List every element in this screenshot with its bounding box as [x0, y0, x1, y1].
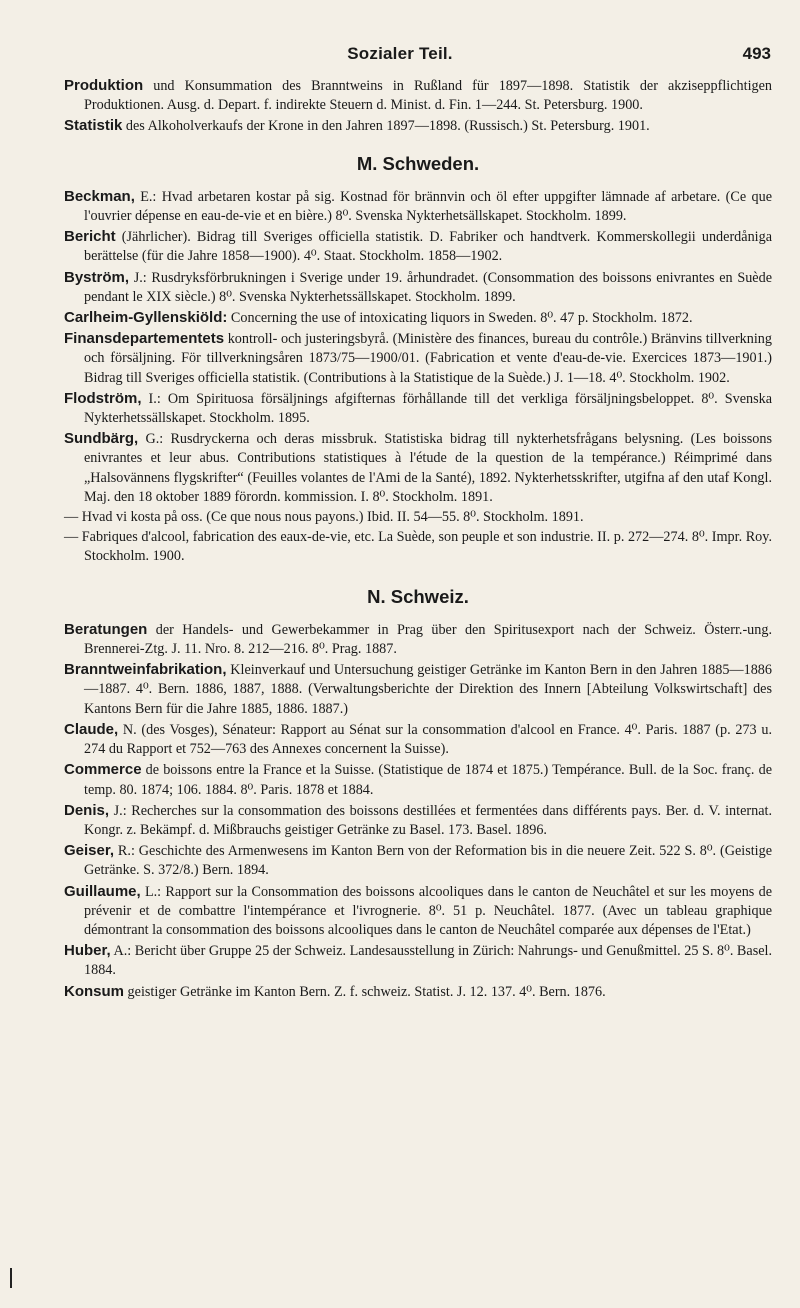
entry-keyword: Finansdepartementets — [64, 330, 225, 348]
entry-text: R.: Geschichte des Armenwesens im Kanton Bern von der Reformation bis in die neuere Zeit. 522 S. 8⁰. (Geistige Getränke. S. 372/8.) Bern. 1894. — [84, 843, 772, 879]
entry-keyword: Produktion — [64, 77, 144, 94]
entry-text: J.: Rusdryksförbrukningen i Sverige under 19. århundradet. (Consommation des boissons enivrantes en Suède pendant le XIX siècle.) 8⁰. Svenska Nykterhetssällskapet. Stockholm. 1899. — [84, 269, 772, 305]
entry-text: (Jährlicher). Bidrag till Sveriges officiella statistik. D. Fabriker och handtverk. Kommerskollegii underdåniga berättelse (für die Jahre 1858—1900). 4⁰. Staat. Stockholm. 1858—1902. — [84, 229, 772, 265]
bibliography-content — [64, 76, 772, 1003]
entry-keyword: Commerce — [64, 761, 142, 779]
bibliography-entry — [64, 268, 772, 307]
entry-text: Kleinverkauf und Untersuchung geistiger Getränke im Kanton Bern in den Jahren 1885—1886—1887. 4⁰. Bern. 1886, 1887, 1888. (Verwaltungsberichte der Direktion des Innern [Abteilung Volkswirtschaft] des Kantons Bern für die Jahre 1885, 1886. 1887.) — [84, 662, 772, 717]
entry-keyword: Sundbärg, — [64, 430, 139, 448]
bibliography-entry — [64, 116, 772, 136]
section-heading-schweiz: N. Schweiz. — [367, 585, 469, 607]
bibliography-entry — [64, 882, 772, 941]
section-heading-schweden: M. Schweden. — [356, 152, 480, 174]
bibliography-entry — [64, 620, 772, 659]
entry-text: J.: Recherches sur la consommation des boissons destillées et fermentées dans différents pays. Ber. d. V. internat. Kongr. z. Bekämpf. d. Mißbrauchs geistiger Getränke zu Basel. 173. Basel. 1896. — [84, 802, 772, 838]
bibliography-entry — [64, 389, 772, 428]
bibliography-entry — [64, 801, 772, 840]
running-title: Sozialer Teil. — [347, 44, 453, 63]
bibliography-entry — [64, 841, 772, 880]
entry-keyword: Byström, — [64, 268, 130, 286]
entry-text: der Handels- und Gewerbekammer in Prag über den Spiritusexport nach der Schweiz. Österr.-ung. Brennerei-Ztg. J. 11. Nro. 8. 212—216. 8⁰. Prag. 1887. — [84, 621, 772, 658]
bibliography-entry — [64, 941, 772, 980]
bibliography-entry — [64, 982, 772, 1002]
bibliography-entry — [64, 660, 772, 719]
running-head — [0, 44, 800, 68]
entry-keyword: Carlheim-Gyllenskiöld: — [64, 309, 228, 327]
entry-text: I.: Om Spirituosa försäljnings afgifternas förhållande till det verkliga försäljningsbeloppet. 8⁰. Svenska Nykterhetssällskapet. Stockholm. 1895. — [84, 390, 772, 427]
bibliography-entry — [64, 720, 772, 759]
entry-text: kontroll- och justeringsbyrå. (Ministère des finances, bureau du contrôle.) Bränvins tillverkning och försäljning. För tillverkningsåren 1873/75—1900/01. (Fabrication et vente d'eau-de-vie. Exercices 1873—1901.) Bidrag till Sveriges officiella statistik. (Contributions à la Statistique de la Suède.) J. 1—18. 4⁰. Stockholm. 1902. — [84, 331, 772, 386]
entry-keyword: Guillaume, — [64, 882, 141, 900]
bibliography-subentry — [64, 508, 772, 527]
bibliography-entry — [64, 227, 772, 266]
bibliography-entry — [64, 760, 772, 799]
entry-text: geistiger Getränke im Kanton Bern. Z. f. schweiz. Statist. J. 12. 137. 4⁰. Bern. 1876. — [124, 983, 606, 1000]
bibliography-entry — [64, 329, 772, 388]
entry-text: Concerning the use of intoxicating liquors in Sweden. 8⁰. 47 p. Stockholm. 1872. — [227, 310, 693, 327]
margin-mark — [10, 1268, 12, 1288]
entry-keyword: Beckman, — [64, 187, 135, 205]
entry-keyword: Branntweinfabrikation, — [64, 661, 227, 679]
entry-text: — Hvad vi kosta på oss. (Ce que nous nous payons.) Ibid. II. 54—55. 8⁰. Stockholm. 1891. — [64, 509, 584, 526]
entry-keyword: Claude, — [64, 720, 119, 738]
entry-text: — Fabriques d'alcool, fabrication des eaux-de-vie, etc. La Suède, son peuple et son industrie. II. p. 272—274. 8⁰. Impr. Roy. Stockholm. 1900. — [64, 529, 772, 565]
entry-text: des Alkoholverkaufs der Krone in den Jahren 1897—1898. (Russisch.) St. Petersburg. 1901. — [122, 118, 650, 135]
entry-keyword: Beratungen — [64, 620, 148, 638]
bibliography-entry — [64, 76, 772, 115]
page-number: 493 — [742, 44, 771, 63]
entry-keyword: Bericht — [64, 228, 116, 246]
entry-keyword: Flodström, — [64, 389, 142, 407]
entry-keyword: Huber, — [64, 942, 111, 960]
entry-keyword: Konsum — [64, 982, 124, 1000]
entry-keyword: Statistik — [64, 117, 123, 135]
entry-text: G.: Rusdryckerna och deras missbruk. Statistiska bidrag till nykterhetsfrågans belysning. (Les boissons enivrantes et leur abus. Contributions statistiques à l'étude de la question de la tempérance.) Réimprimé dans „Halsovännens flygskrifter“ (Feuilles volantes de l'Ami de la Santé), 1892. Nykterhetsskrifter, utgifna af den utaf Kongl. Maj. den 18 oktober 1889 förordn. kommission. I. 8⁰. Stockholm. 1891. — [84, 431, 772, 505]
bibliography-entry — [64, 308, 772, 328]
entry-text: und Konsummation des Branntweins in Rußland für 1897—1898. Statistik der akziseppflichtigen Produktionen. Ausg. d. Depart. f. indirekte Steuern d. Minist. d. Fin. 1—244. St. Petersburg. 1900. — [84, 78, 772, 114]
entry-text: E.: Hvad arbetaren kostar på sig. Kostnad för brännvin och öl efter uppgifter lämnade af arbetare. (Ce que l'ouvrier dépense en eau-de-vie et en bière.) 8⁰. Svenska Nykterhetsällskapet. Stockholm. 1899. — [84, 188, 772, 225]
bibliography-entry — [64, 429, 772, 507]
entry-keyword: Geiser, — [64, 842, 115, 860]
entry-keyword: Denis, — [64, 801, 110, 819]
bibliography-entry — [64, 187, 772, 226]
entry-text: de boissons entre la France et la Suisse. (Statistique de 1874 et 1875.) Tempérance. Bull. de la Soc. franç. de temp. 80. 1874; 106. 1884. 8⁰. Paris. 1878 et 1884. — [84, 762, 772, 798]
entry-text: L.: Rapport sur la Consommation des boissons alcooliques dans le canton de Neuchâtel et sur les moyens de prévenir et de combattre l'intempérance et l'ivrognerie. 8⁰. 51 p. Neuchâtel. 1877. (Avec un tableau graphique démontrant la consommation des boissons alcooliques dans le canton de Neuchâtel comparée aux dépenses de l'Etat.) — [84, 883, 772, 938]
bibliography-subentry — [64, 528, 772, 566]
entry-text: N. (des Vosges), Sénateur: Rapport au Sénat sur la consommation d'alcool en France. 4⁰. Paris. 1887 (p. 273 u. 274 du Rapport et 752—763 des Annexes concernent la Suisse). — [84, 721, 772, 758]
entry-text: A.: Bericht über Gruppe 25 der Schweiz. Landesausstellung in Zürich: Nahrungs- und Genußmittel. 25 S. 8⁰. Basel. 1884. — [84, 943, 772, 979]
